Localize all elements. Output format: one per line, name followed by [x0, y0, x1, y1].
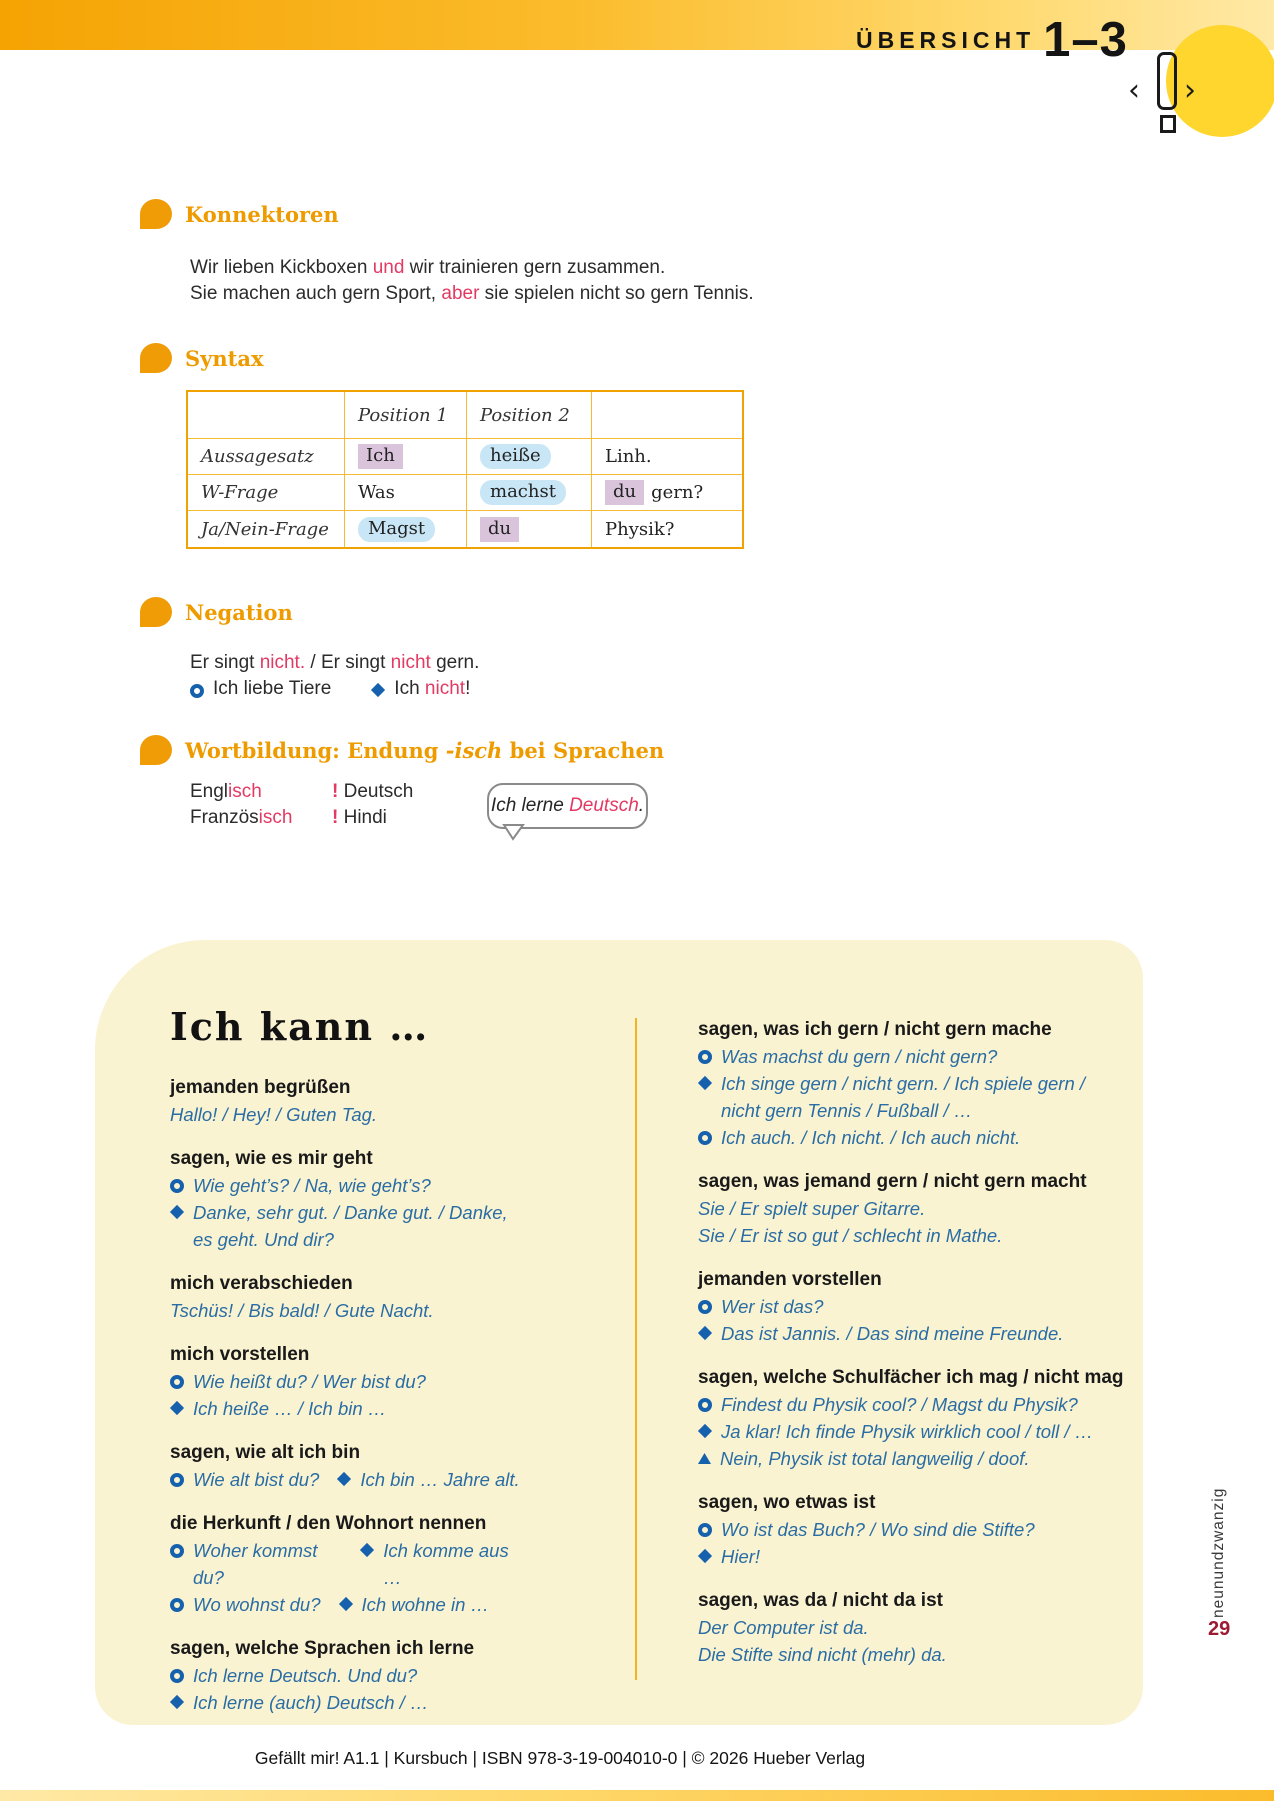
example-text: Ich wohne in …: [361, 1594, 490, 1615]
syntax-table: [186, 390, 744, 549]
example-text: Ich singe gern / nicht gern. / Ich spiele gern / nicht gern Tennis / Fußball / …: [721, 1073, 1086, 1121]
negation-example: Er singt nicht. / Er singt nicht gern.: [190, 652, 480, 673]
speech-bubble-tail-icon: [502, 824, 528, 841]
can-do-line: [698, 1445, 1100, 1472]
can-do-subsection: [170, 1439, 522, 1493]
can-do-line: [698, 1516, 1100, 1543]
can-do-title: die Herkunft / den Wohnort nennen: [170, 1513, 487, 1534]
chevron-right-icon[interactable]: ›: [1184, 73, 1196, 108]
table-header-cell: Position 1: [344, 392, 466, 438]
ring-bullet-icon: [170, 1179, 184, 1193]
diamond-bullet-icon: [698, 1424, 712, 1438]
chapter-range: 1–3: [1043, 13, 1128, 67]
can-do-subsection: [698, 1364, 1124, 1472]
dialog-question: Ich liebe Tiere: [190, 677, 331, 701]
subject-highlight: du: [480, 517, 519, 542]
example-text: Ich auch. / Ich nicht. / Ich auch nicht.: [721, 1127, 1021, 1148]
ring-bullet-icon: [698, 1398, 712, 1412]
can-do-line: [698, 1641, 1100, 1668]
can-do-title: sagen, welche Schulfächer ich mag / nicht mag: [698, 1367, 1124, 1388]
konnektoren-example-1: Wir lieben Kickboxen und wir trainieren gern zusammen.: [190, 257, 666, 278]
table-header-cell: Position 2: [466, 392, 591, 438]
ring-bullet-icon: [170, 1473, 184, 1487]
negation-dialog-row: [190, 677, 470, 701]
diamond-bullet-icon: [337, 1472, 351, 1486]
can-do-line: [170, 1368, 522, 1395]
example-text: Hallo! / Hey! / Guten Tag.: [170, 1104, 378, 1125]
section-konnektoren-header: [140, 199, 339, 229]
section-negation-header: [140, 597, 293, 627]
can-do-line: [170, 1101, 522, 1128]
table-cell: [344, 510, 466, 547]
page-number: 29: [1208, 1618, 1231, 1640]
example-text: Ich lerne Deutsch. Und du?: [193, 1665, 418, 1686]
can-do-line: [698, 1222, 1100, 1249]
example-text: Nein, Physik ist total langweilig / doof.: [720, 1448, 1030, 1469]
wortbildung-row: Französisch ! Hindi: [190, 807, 387, 828]
ring-bullet-icon: [698, 1523, 712, 1537]
can-do-subsection: [698, 1016, 1100, 1151]
section-syntax-header: [140, 343, 263, 373]
page-title: ÜBERSICHT: [856, 27, 1036, 53]
example-text: Wo wohnst du?: [193, 1594, 321, 1615]
table-cell: Physik?: [591, 510, 742, 547]
example-text: Das ist Jannis. / Das sind meine Freunde.: [721, 1323, 1064, 1344]
example-text: Sie / Er ist so gut / schlecht in Mathe.: [698, 1225, 1003, 1246]
example-text: Ich bin … Jahre alt.: [360, 1469, 520, 1490]
example-text: Was machst du gern / nicht gern?: [721, 1046, 998, 1067]
section-title: Syntax: [185, 345, 264, 371]
diamond-bullet-icon: [170, 1205, 184, 1219]
table-cell: Was: [344, 474, 466, 510]
diamond-bullet-icon: [170, 1695, 184, 1709]
diamond-bullet-icon: [698, 1549, 712, 1563]
can-do-line: [698, 1043, 1100, 1070]
section-title: Negation: [185, 599, 293, 625]
ring-bullet-icon: [170, 1375, 184, 1389]
table-cell: du gern?: [591, 474, 742, 510]
example-text: Findest du Physik cool? / Magst du Physik?: [721, 1394, 1078, 1415]
can-do-title: jemanden begrüßen: [170, 1077, 351, 1098]
konnektoren-example-2: Sie machen auch gern Sport, aber sie spielen nicht so gern Tennis.: [190, 283, 754, 304]
can-do-subsection: [170, 1074, 522, 1128]
can-do-subsection: [170, 1145, 522, 1253]
example-text: Wie alt bist du?: [193, 1469, 320, 1490]
can-do-title: jemanden vorstellen: [698, 1269, 882, 1290]
section-wortbildung-header: [140, 735, 664, 765]
table-cell: [466, 474, 591, 510]
table-cell: [344, 438, 466, 474]
suffix-isch: isch: [258, 807, 293, 828]
diamond-bullet-icon: [360, 1543, 374, 1557]
page-number-word: neunundzwanzig: [1210, 1487, 1227, 1618]
diamond-bullet-icon: [698, 1326, 712, 1340]
ring-bullet-icon: [190, 684, 204, 698]
can-do-line: [698, 1195, 1100, 1222]
subject-highlight: du: [605, 480, 644, 505]
example-text: Ja klar! Ich finde Physik wirklich cool / toll / …: [721, 1421, 1094, 1442]
bottom-banner: [0, 1790, 1274, 1801]
can-do-subsection: [698, 1266, 1100, 1347]
verb-highlight: Magst: [358, 517, 435, 542]
example-text: Danke, sehr gut. / Danke gut. / Danke, es geht. Und dir?: [193, 1202, 508, 1250]
drop-bullet-icon: [140, 597, 172, 627]
verb-highlight: heiße: [480, 444, 551, 469]
exclamation-logo-icon: [1157, 52, 1177, 110]
example-text: Hier!: [721, 1546, 761, 1567]
can-do-subsection: [170, 1635, 522, 1716]
can-do-title: sagen, was da / nicht da ist: [698, 1590, 943, 1611]
imprint-footer: Gefällt mir! A1.1 | Kursbuch | ISBN 978-3-19-004010-0 | © 2026 Hueber Verlag: [254, 1748, 866, 1768]
example-text: Der Computer ist da.: [698, 1617, 869, 1638]
can-do-line: [698, 1070, 1100, 1124]
subject-highlight: Ich: [358, 444, 403, 469]
can-do-line: [170, 1689, 522, 1716]
exception-mark: !: [332, 807, 339, 828]
table-row-label: Aussagesatz: [188, 438, 344, 474]
ring-bullet-icon: [698, 1300, 712, 1314]
diamond-bullet-icon: [698, 1076, 712, 1090]
connector-word: und: [372, 257, 405, 278]
ichkann-column-2: [698, 1016, 1124, 1685]
drop-bullet-icon: [140, 735, 172, 765]
can-do-line: [170, 1466, 522, 1493]
ring-bullet-icon: [170, 1544, 184, 1558]
verb-highlight: machst: [480, 480, 566, 505]
ring-bullet-icon: [170, 1598, 184, 1612]
can-do-subsection: [698, 1489, 1100, 1570]
can-do-line: [170, 1662, 522, 1689]
page-header: [856, 13, 1128, 67]
can-do-line: [698, 1124, 1100, 1151]
ring-bullet-icon: [698, 1050, 712, 1064]
example-text: Ich komme aus …: [383, 1540, 509, 1588]
example-text: Wer ist das?: [721, 1296, 824, 1317]
column-divider: [635, 1018, 637, 1680]
can-do-heading: Ich kann …: [170, 1004, 430, 1049]
table-row-label: Ja/Nein-Frage: [188, 510, 344, 547]
can-do-line: [170, 1199, 522, 1253]
can-do-line: [170, 1297, 522, 1324]
negation-word: nicht: [390, 652, 431, 673]
example-text: Ich heiße … / Ich bin …: [193, 1398, 387, 1419]
table-header-cell: [591, 392, 742, 438]
example-text: Wo ist das Buch? / Wo sind die Stifte?: [721, 1519, 1035, 1540]
table-cell: [466, 438, 591, 474]
dialog-answer: Ich nicht!: [371, 677, 470, 701]
example-text: Wie heißt du? / Wer bist du?: [193, 1371, 426, 1392]
ring-bullet-icon: [170, 1669, 184, 1683]
can-do-line: [170, 1395, 522, 1422]
exclamation-logo-dot-icon: [1160, 115, 1176, 133]
example-text: Woher kommst du?: [193, 1540, 318, 1588]
ichkann-column-1: [170, 1074, 522, 1733]
can-do-title: mich verabschieden: [170, 1273, 353, 1294]
can-do-subsection: [170, 1341, 522, 1422]
example-text: Wie geht’s? / Na, wie geht’s?: [193, 1175, 431, 1196]
can-do-line: [698, 1320, 1100, 1347]
can-do-line: [698, 1614, 1100, 1641]
connector-word: aber: [441, 283, 480, 304]
accent-word: Deutsch: [569, 795, 639, 816]
table-cell: [466, 510, 591, 547]
can-do-line: [698, 1391, 1100, 1418]
example-text: Ich lerne (auch) Deutsch / …: [193, 1692, 429, 1713]
can-do-subsection: [698, 1587, 1100, 1668]
can-do-subsection: [170, 1510, 522, 1618]
negation-word: nicht.: [259, 652, 306, 673]
drop-bullet-icon: [140, 343, 172, 373]
exception-mark: !: [332, 781, 339, 802]
section-title: Konnektoren: [185, 201, 339, 227]
triangle-bullet-icon: [698, 1453, 711, 1464]
table-row-label: W-Frage: [188, 474, 344, 510]
diamond-bullet-icon: [338, 1597, 352, 1611]
can-do-line: [698, 1293, 1100, 1320]
can-do-line: [170, 1172, 522, 1199]
can-do-line: [170, 1591, 522, 1618]
table-cell: Linh.: [591, 438, 742, 474]
diamond-bullet-icon: [371, 683, 385, 697]
diamond-bullet-icon: [170, 1401, 184, 1415]
can-do-title: sagen, was ich gern / nicht gern mache: [698, 1019, 1052, 1040]
example-text: Tschüs! / Bis bald! / Gute Nacht.: [170, 1300, 434, 1321]
negation-word: nicht: [424, 678, 466, 699]
can-do-line: [698, 1418, 1100, 1445]
drop-bullet-icon: [140, 199, 172, 229]
corner-circle-decoration: [1166, 25, 1274, 137]
can-do-subsection: [170, 1270, 522, 1324]
can-do-subsection: [698, 1168, 1100, 1249]
wortbildung-row: Englisch ! Deutsch: [190, 781, 414, 802]
can-do-line: [698, 1543, 1100, 1570]
suffix-isch: isch: [228, 781, 262, 802]
example-text: Sie / Er spielt super Gitarre.: [698, 1198, 926, 1219]
ring-bullet-icon: [698, 1131, 712, 1145]
section-title: Wortbildung: Endung -isch bei Sprachen: [185, 737, 665, 763]
can-do-line: [170, 1537, 522, 1591]
can-do-title: sagen, wo etwas ist: [698, 1492, 876, 1513]
can-do-title: mich vorstellen: [170, 1344, 310, 1365]
speech-bubble: Ich lerne Deutsch.: [487, 783, 648, 829]
can-do-title: sagen, wie alt ich bin: [170, 1442, 361, 1463]
example-text: Die Stifte sind nicht (mehr) da.: [698, 1644, 947, 1665]
table-header-cell: [188, 392, 344, 438]
chevron-left-icon[interactable]: ‹: [1128, 73, 1140, 108]
can-do-title: sagen, welche Sprachen ich lerne: [170, 1638, 475, 1659]
can-do-title: sagen, was jemand gern / nicht gern macht: [698, 1171, 1087, 1192]
can-do-title: sagen, wie es mir geht: [170, 1148, 373, 1169]
